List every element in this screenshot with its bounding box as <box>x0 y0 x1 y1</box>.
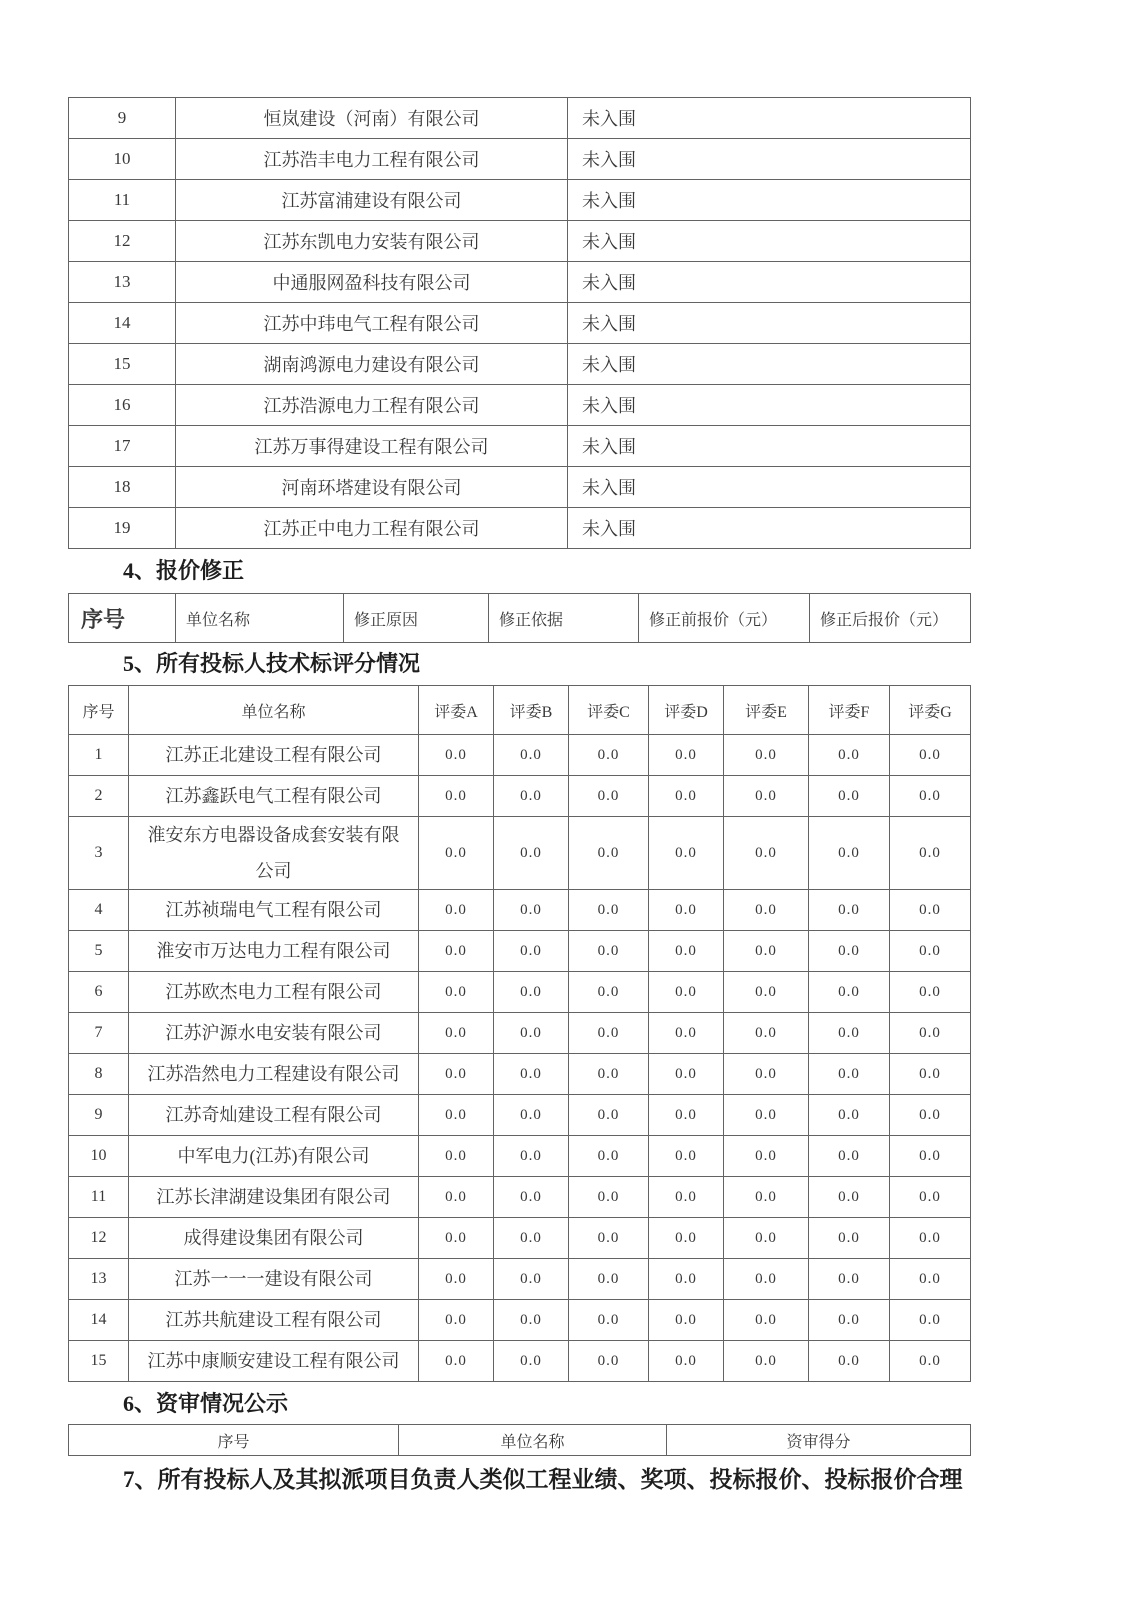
table-row <box>69 1013 971 1054</box>
column-header: 评委A <box>419 686 494 735</box>
score-cell: 0.0 <box>649 1136 724 1177</box>
score-cell: 0.0 <box>569 1259 649 1300</box>
score-cell: 0.0 <box>494 1218 569 1259</box>
table-row <box>69 1300 971 1341</box>
table-row <box>69 1218 971 1259</box>
score-cell: 0.0 <box>649 1218 724 1259</box>
row-number-cell: 5 <box>69 931 129 972</box>
row-number-cell: 12 <box>69 1218 129 1259</box>
score-cell: 0.0 <box>809 1218 890 1259</box>
score-cell: 0.0 <box>494 1259 569 1300</box>
table-row <box>69 972 971 1013</box>
score-cell: 0.0 <box>724 1259 809 1300</box>
score-cell: 0.0 <box>569 1095 649 1136</box>
row-number-cell: 6 <box>69 972 129 1013</box>
column-header: 修正前报价（元） <box>639 594 810 643</box>
score-cell: 0.0 <box>494 890 569 931</box>
score-cell: 0.0 <box>649 972 724 1013</box>
score-cell: 0.0 <box>890 1259 971 1300</box>
score-cell: 0.0 <box>890 817 971 890</box>
score-cell: 0.0 <box>569 1300 649 1341</box>
score-cell: 0.0 <box>890 1218 971 1259</box>
company-name-cell: 江苏一一一建设有限公司 <box>129 1259 419 1300</box>
table-header-row <box>69 686 971 735</box>
score-cell: 0.0 <box>569 890 649 931</box>
score-cell: 0.0 <box>649 1054 724 1095</box>
score-cell: 0.0 <box>890 1136 971 1177</box>
company-name-cell: 江苏奇灿建设工程有限公司 <box>129 1095 419 1136</box>
company-name-cell: 江苏中康顺安建设工程有限公司 <box>129 1341 419 1382</box>
score-cell: 0.0 <box>494 1177 569 1218</box>
company-name-cell: 江苏沪源水电安装有限公司 <box>129 1013 419 1054</box>
score-cell: 0.0 <box>419 1013 494 1054</box>
technical-score-table <box>68 685 971 1382</box>
score-cell: 0.0 <box>649 1013 724 1054</box>
company-name-cell: 湖南鸿源电力建设有限公司 <box>176 344 568 385</box>
column-header: 评委G <box>890 686 971 735</box>
score-cell: 0.0 <box>419 1136 494 1177</box>
row-number-cell: 15 <box>69 1341 129 1382</box>
company-name-cell: 江苏浩然电力工程建设有限公司 <box>129 1054 419 1095</box>
row-number-cell: 7 <box>69 1013 129 1054</box>
score-cell: 0.0 <box>494 1136 569 1177</box>
row-number-cell: 16 <box>69 385 176 426</box>
company-name-cell: 江苏正北建设工程有限公司 <box>129 735 419 776</box>
score-cell: 0.0 <box>419 1300 494 1341</box>
score-cell: 0.0 <box>890 1095 971 1136</box>
score-cell: 0.0 <box>419 890 494 931</box>
row-number-cell: 8 <box>69 1054 129 1095</box>
table-row <box>69 139 971 180</box>
score-cell: 0.0 <box>569 1136 649 1177</box>
table-row <box>69 303 971 344</box>
score-cell: 0.0 <box>419 817 494 890</box>
score-cell: 0.0 <box>724 890 809 931</box>
column-header: 修正原因 <box>344 594 489 643</box>
row-number-cell: 2 <box>69 776 129 817</box>
score-cell: 0.0 <box>890 1300 971 1341</box>
qualification-review-table <box>68 1424 971 1456</box>
status-cell: 未入围 <box>568 221 971 262</box>
table-row <box>69 98 971 139</box>
status-cell: 未入围 <box>568 180 971 221</box>
score-cell: 0.0 <box>809 1300 890 1341</box>
score-cell: 0.0 <box>890 776 971 817</box>
status-cell: 未入围 <box>568 508 971 549</box>
column-header: 单位名称 <box>399 1425 667 1456</box>
score-cell: 0.0 <box>494 735 569 776</box>
score-cell: 0.0 <box>724 1054 809 1095</box>
score-cell: 0.0 <box>649 1341 724 1382</box>
row-number-cell: 15 <box>69 344 176 385</box>
company-name-cell: 江苏万事得建设工程有限公司 <box>176 426 568 467</box>
score-cell: 0.0 <box>890 1341 971 1382</box>
score-cell: 0.0 <box>569 1341 649 1382</box>
price-correction-table <box>68 593 971 643</box>
score-cell: 0.0 <box>809 817 890 890</box>
score-cell: 0.0 <box>649 817 724 890</box>
table-row <box>69 817 971 890</box>
score-cell: 0.0 <box>569 931 649 972</box>
table-row <box>69 931 971 972</box>
score-cell: 0.0 <box>569 1013 649 1054</box>
score-cell: 0.0 <box>494 1095 569 1136</box>
score-cell: 0.0 <box>419 1095 494 1136</box>
company-name-cell: 中通服网盈科技有限公司 <box>176 262 568 303</box>
company-name-cell: 江苏浩丰电力工程有限公司 <box>176 139 568 180</box>
score-cell: 0.0 <box>809 1259 890 1300</box>
score-cell: 0.0 <box>809 1013 890 1054</box>
section6-heading: 6、资审情况公示 <box>123 1391 289 1416</box>
table-row <box>69 426 971 467</box>
table-row <box>69 508 971 549</box>
score-cell: 0.0 <box>809 972 890 1013</box>
company-name-cell: 江苏鑫跃电气工程有限公司 <box>129 776 419 817</box>
company-name-cell: 江苏中玮电气工程有限公司 <box>176 303 568 344</box>
status-cell: 未入围 <box>568 303 971 344</box>
company-name-cell: 江苏东凯电力安装有限公司 <box>176 221 568 262</box>
column-header: 修正后报价（元） <box>810 594 971 643</box>
status-cell: 未入围 <box>568 344 971 385</box>
score-cell: 0.0 <box>809 1341 890 1382</box>
table-row <box>69 1095 971 1136</box>
score-cell: 0.0 <box>890 735 971 776</box>
score-cell: 0.0 <box>724 776 809 817</box>
row-number-cell: 4 <box>69 890 129 931</box>
section7-heading: 7、所有投标人及其拟派项目负责人类似工程业绩、奖项、投标报价、投标报价合理 <box>123 1467 963 1492</box>
score-cell: 0.0 <box>419 931 494 972</box>
score-cell: 0.0 <box>494 1300 569 1341</box>
section4-heading: 4、报价修正 <box>123 558 245 583</box>
score-cell: 0.0 <box>419 1218 494 1259</box>
score-cell: 0.0 <box>890 931 971 972</box>
status-cell: 未入围 <box>568 139 971 180</box>
score-cell: 0.0 <box>419 1177 494 1218</box>
document-page <box>68 0 970 1492</box>
score-cell: 0.0 <box>809 931 890 972</box>
table-row <box>69 180 971 221</box>
table-row <box>69 1054 971 1095</box>
score-cell: 0.0 <box>649 1177 724 1218</box>
score-cell: 0.0 <box>809 1054 890 1095</box>
table-row <box>69 735 971 776</box>
score-cell: 0.0 <box>724 972 809 1013</box>
row-number-cell: 13 <box>69 1259 129 1300</box>
column-header: 序号 <box>69 594 176 643</box>
shortlist-result-table <box>68 97 971 549</box>
table-header-row <box>69 1425 971 1456</box>
company-name-cell: 江苏欧杰电力工程有限公司 <box>129 972 419 1013</box>
score-cell: 0.0 <box>419 972 494 1013</box>
score-cell: 0.0 <box>724 817 809 890</box>
score-cell: 0.0 <box>724 1177 809 1218</box>
score-cell: 0.0 <box>494 1013 569 1054</box>
row-number-cell: 9 <box>69 98 176 139</box>
score-cell: 0.0 <box>494 931 569 972</box>
column-header: 单位名称 <box>176 594 344 643</box>
score-cell: 0.0 <box>569 1177 649 1218</box>
score-cell: 0.0 <box>809 1177 890 1218</box>
column-header: 序号 <box>69 1425 399 1456</box>
status-cell: 未入围 <box>568 467 971 508</box>
row-number-cell: 11 <box>69 180 176 221</box>
column-header: 评委B <box>494 686 569 735</box>
score-cell: 0.0 <box>569 735 649 776</box>
row-number-cell: 12 <box>69 221 176 262</box>
score-cell: 0.0 <box>569 1218 649 1259</box>
column-header: 序号 <box>69 686 129 735</box>
row-number-cell: 1 <box>69 735 129 776</box>
score-cell: 0.0 <box>724 1218 809 1259</box>
score-cell: 0.0 <box>724 1095 809 1136</box>
row-number-cell: 19 <box>69 508 176 549</box>
company-name-cell: 江苏浩源电力工程有限公司 <box>176 385 568 426</box>
score-cell: 0.0 <box>569 1054 649 1095</box>
table-header-row <box>69 594 971 643</box>
score-cell: 0.0 <box>494 776 569 817</box>
score-cell: 0.0 <box>649 735 724 776</box>
score-cell: 0.0 <box>494 817 569 890</box>
row-number-cell: 9 <box>69 1095 129 1136</box>
column-header: 评委F <box>809 686 890 735</box>
column-header: 单位名称 <box>129 686 419 735</box>
column-header: 评委D <box>649 686 724 735</box>
score-cell: 0.0 <box>494 972 569 1013</box>
table-row <box>69 344 971 385</box>
status-cell: 未入围 <box>568 385 971 426</box>
company-name-cell: 江苏长津湖建设集团有限公司 <box>129 1177 419 1218</box>
status-cell: 未入围 <box>568 426 971 467</box>
score-cell: 0.0 <box>724 1136 809 1177</box>
score-cell: 0.0 <box>724 1300 809 1341</box>
score-cell: 0.0 <box>419 776 494 817</box>
score-cell: 0.0 <box>649 776 724 817</box>
score-cell: 0.0 <box>494 1054 569 1095</box>
score-cell: 0.0 <box>494 1341 569 1382</box>
table-row <box>69 385 971 426</box>
score-cell: 0.0 <box>649 890 724 931</box>
table-row <box>69 467 971 508</box>
score-cell: 0.0 <box>649 1300 724 1341</box>
row-number-cell: 17 <box>69 426 176 467</box>
row-number-cell: 10 <box>69 139 176 180</box>
column-header: 资审得分 <box>667 1425 971 1456</box>
table-row <box>69 262 971 303</box>
score-cell: 0.0 <box>569 972 649 1013</box>
row-number-cell: 3 <box>69 817 129 890</box>
company-name-cell: 恒岚建设（河南）有限公司 <box>176 98 568 139</box>
table-row <box>69 1177 971 1218</box>
row-number-cell: 18 <box>69 467 176 508</box>
company-name-cell: 淮安市万达电力工程有限公司 <box>129 931 419 972</box>
company-name-cell: 江苏祯瑞电气工程有限公司 <box>129 890 419 931</box>
table-row <box>69 1341 971 1382</box>
column-header: 修正依据 <box>489 594 639 643</box>
company-name-cell: 河南环塔建设有限公司 <box>176 467 568 508</box>
company-name-cell: 中军电力(江苏)有限公司 <box>129 1136 419 1177</box>
score-cell: 0.0 <box>809 890 890 931</box>
score-cell: 0.0 <box>419 735 494 776</box>
table-row <box>69 776 971 817</box>
row-number-cell: 13 <box>69 262 176 303</box>
score-cell: 0.0 <box>724 931 809 972</box>
section5-heading: 5、所有投标人技术标评分情况 <box>123 651 421 676</box>
score-cell: 0.0 <box>809 776 890 817</box>
table-row <box>69 1259 971 1300</box>
score-cell: 0.0 <box>569 817 649 890</box>
score-cell: 0.0 <box>809 735 890 776</box>
table-row <box>69 890 971 931</box>
score-cell: 0.0 <box>419 1259 494 1300</box>
score-cell: 0.0 <box>649 1259 724 1300</box>
score-cell: 0.0 <box>724 1013 809 1054</box>
company-name-cell: 成得建设集团有限公司 <box>129 1218 419 1259</box>
score-cell: 0.0 <box>419 1054 494 1095</box>
score-cell: 0.0 <box>890 1013 971 1054</box>
score-cell: 0.0 <box>419 1341 494 1382</box>
company-name-cell: 淮安东方电器设备成套安装有限公司 <box>129 817 419 890</box>
status-cell: 未入围 <box>568 262 971 303</box>
company-name-cell: 江苏共航建设工程有限公司 <box>129 1300 419 1341</box>
score-cell: 0.0 <box>649 1095 724 1136</box>
row-number-cell: 11 <box>69 1177 129 1218</box>
score-cell: 0.0 <box>724 735 809 776</box>
column-header: 评委C <box>569 686 649 735</box>
score-cell: 0.0 <box>890 972 971 1013</box>
score-cell: 0.0 <box>649 931 724 972</box>
score-cell: 0.0 <box>724 1341 809 1382</box>
score-cell: 0.0 <box>809 1095 890 1136</box>
table-row <box>69 221 971 262</box>
score-cell: 0.0 <box>890 1054 971 1095</box>
score-cell: 0.0 <box>569 776 649 817</box>
row-number-cell: 10 <box>69 1136 129 1177</box>
score-cell: 0.0 <box>809 1136 890 1177</box>
company-name-cell: 江苏正中电力工程有限公司 <box>176 508 568 549</box>
row-number-cell: 14 <box>69 303 176 344</box>
company-name-cell: 江苏富浦建设有限公司 <box>176 180 568 221</box>
column-header: 评委E <box>724 686 809 735</box>
score-cell: 0.0 <box>890 890 971 931</box>
status-cell: 未入围 <box>568 98 971 139</box>
table-row <box>69 1136 971 1177</box>
row-number-cell: 14 <box>69 1300 129 1341</box>
score-cell: 0.0 <box>890 1177 971 1218</box>
